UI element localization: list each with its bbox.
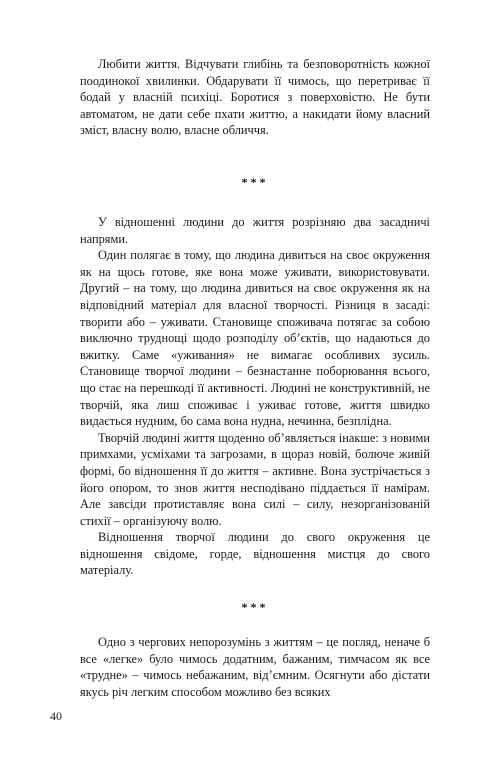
paragraph: Любити життя. Відчувати глибінь та безповоротність кожної поодинокої хвилинки. Обдарувати її чимось, що перетриває її бодай у власній психіці. Боротися з поверховістю. Не бути автоматом, не дати себе пхати життю, а накидати йому власний зміст, власну волю, власне обличчя. [80, 57, 430, 138]
section-separator: *** [241, 600, 269, 614]
paragraph: Творчій людині життя щоденно об’являється інакше: з новими примхами, усміхами та загрозами, в щораз новій, болюче живій формі, бо відношення її до життя – активне. Вона зустрічається з його опором, то знов життя несподівано піддається її намірам. Але завсіди протиставляє вона силі – силу, незорганізованій стихії – організуючу волю. [80, 430, 430, 528]
paragraph: Відношення творчої людини до свого окруження це відношення свідоме, горде, відношення мистця до свого матеріалу. [80, 530, 430, 578]
section-separator: *** [241, 175, 269, 189]
paragraph: У відношенні людини до життя розрізняю два засадничі напрями. [80, 215, 430, 246]
section-2 [80, 214, 430, 579]
section-1 [80, 56, 430, 139]
page-number: 40 [50, 709, 62, 723]
paragraph: Одно з чергових непорозумінь з життям – це погляд, неначе б все «легке» було чимось додатним, бажаним, тимчасом як все «трудне» – чимось небажаним, від’ємним. Осягнути або дістати якусь річ легким способом можливо без всяких [80, 635, 430, 699]
section-3 [80, 634, 430, 700]
paragraph: Один полягає в тому, що людина дивиться на своє окруження як на щось готове, яке вона може уживати, використовувати. Другий – на тому, що людина дивиться на своє окруження як на відповідний матеріал для власної творчості. Різниця в засаді: творити або – уживати. Становище споживача потягає за собою виключно труднощі щодо розподілу об’єктів, що надаються до вжитку. Саме «уживання» не вимагає особливих зусиль. Становище творчої людини – безнастанне поборювання всього, що стає на перешкоді її активності. Людині не конструктивній, не творчій, яка лиш споживає і уживає готове, життя швидко видається нудним, бо сама вона нудна, нечинна, безплідна. [80, 248, 430, 429]
